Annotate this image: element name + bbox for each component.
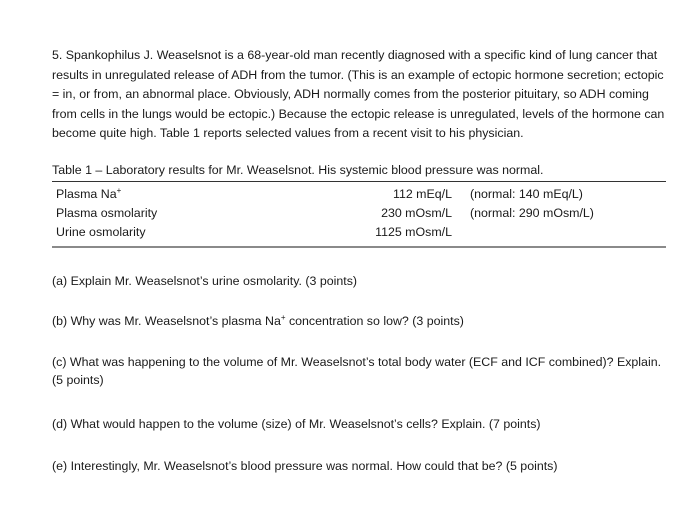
lab-name: Plasma osmolarity	[56, 205, 158, 220]
lab-normal-range: (normal: 140 mEq/L)	[470, 186, 583, 201]
table-row	[52, 204, 666, 223]
question-5-intro: 5. Spankophilus J. Weaselsnot is a 68-year-old man recently diagnosed with a specific kind of lung cancer that results in unregulated release of ADH from the tumor. (This is an example of ectopic hormone secretion; ectopic = in, or from, an abnormal place. Obviously, ADH normally comes from the posterior pituitary, so ADH coming from cells in the lungs would be ectopic.) Because the ectopic release is unregulated, levels of the hormone can become quite high. Table 1 reports selected values from a recent visit to his physician.	[52, 48, 665, 141]
table-row	[52, 223, 666, 242]
lab-results-table	[52, 181, 666, 248]
question-c: (c) What was happening to the volume of Mr. Weaselsnot’s total body water (ECF and ICF combined)? Explain. (5 points)	[52, 354, 662, 388]
question-b: (b) Why was Mr. Weaselsnot’s plasma Na+ concentration so low? (3 points)	[52, 313, 464, 329]
lab-normal-range: (normal: 290 mOsm/L)	[470, 205, 594, 220]
question-e: (e) Interestingly, Mr. Weaselsnot’s blood pressure was normal. How could that be? (5 points)	[52, 459, 558, 474]
lab-value: 230 mOsm/L	[381, 205, 452, 220]
document-page	[52, 46, 672, 476]
lab-value: 112 mEq/L	[392, 186, 452, 201]
question-a: (a) Explain Mr. Weaselsnot’s urine osmolarity. (3 points)	[52, 273, 358, 288]
lab-name: Urine osmolarity	[56, 224, 146, 239]
question-d: (d) What would happen to the volume (size) of Mr. Weaselsnot’s cells? Explain. (7 points)	[52, 416, 541, 431]
table-row	[52, 185, 666, 204]
lab-name: Plasma Na+	[56, 185, 122, 201]
table-1-caption: Table 1 – Laboratory results for Mr. Weaselsnot. His systemic blood pressure was normal.	[52, 162, 544, 177]
lab-value: 1125 mOsm/L	[375, 224, 452, 239]
question-list	[52, 272, 672, 476]
